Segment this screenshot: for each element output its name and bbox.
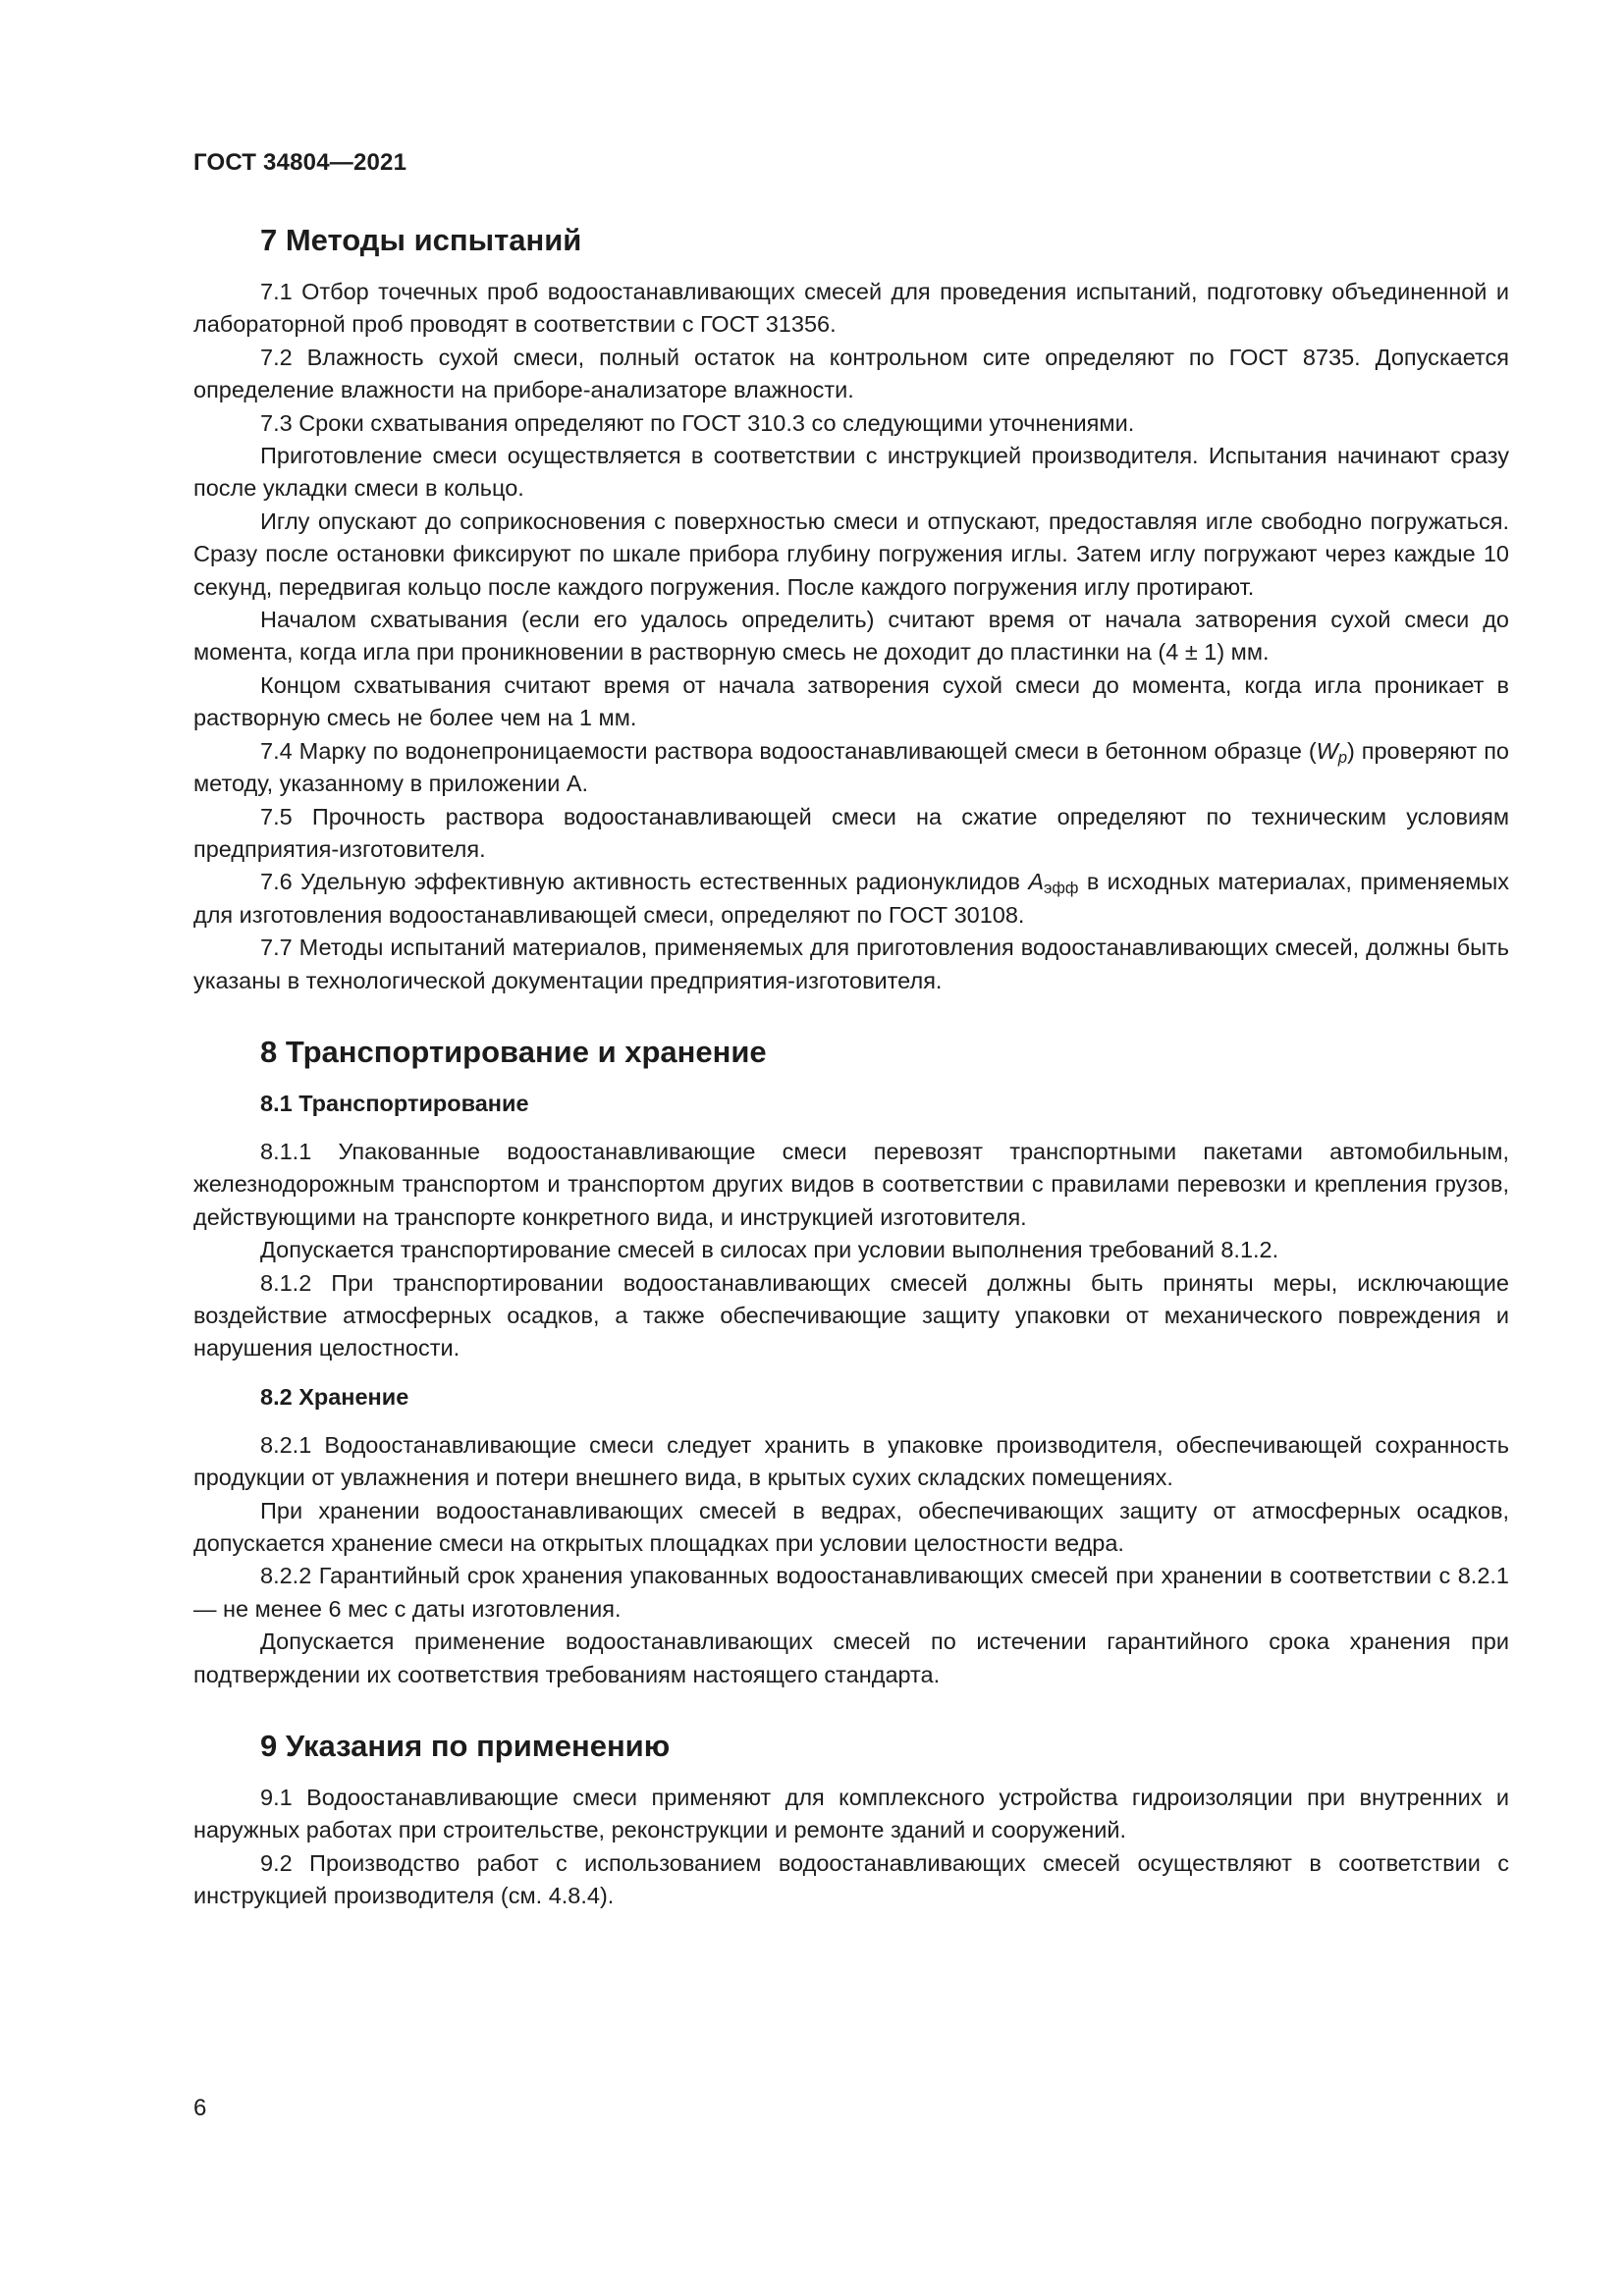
paragraph-7-5: 7.5 Прочность раствора водоостанавливающей смеси на сжатие определяют по техническим условиям предприятия-изготовителя.	[193, 803, 1509, 862]
subsection-8-2-title: 8.2 Хранение	[260, 1383, 409, 1410]
paragraph-8-1-2: 8.1.2 При транспортировании водоостанавливающих смесей должны быть приняты меры, исключающие воздействие атмосферных осадков, а также обеспечивающие защиту упаковки от механического повреждения и нарушения целостности.	[193, 1269, 1509, 1362]
paragraph-7-4	[193, 735, 1509, 801]
subsection-8-1-title: 8.1 Транспортирование	[260, 1090, 529, 1116]
paragraph-7-1: 7.1 Отбор точечных проб водоостанавливающих смесей для проведения испытаний, подготовку объединенной и лабораторной проб проводят в соответствии с ГОСТ 31356.	[193, 279, 1509, 338]
symbol-a: A	[1028, 869, 1045, 895]
paragraph-7-3: 7.3 Сроки схватывания определяют по ГОСТ 310.3 со следующими уточнениями.	[260, 409, 1135, 436]
paragraph-7-3-setting-end: Концом схватывания считают время от начала затворения сухой смеси до момента, когда игла проникает в растворную смесь не более чем на 1 мм.	[193, 671, 1509, 731]
symbol-w: W	[1316, 737, 1338, 764]
paragraph-8-2-2-expired: Допускается применение водоостанавливающих смесей по истечении гарантийного срока хранения при подтверждении их соответствия требованиям настоящего стандарта.	[193, 1629, 1509, 1687]
paragraph-8-1-1-silos: Допускается транспортирование смесей в силосах при условии выполнения требований 8.1.2.	[260, 1237, 1279, 1263]
paragraph-7-3-needle: Иглу опускают до соприкосновения с поверхностью смеси и отпускают, предоставляя игле свободно погружаться. Сразу после остановки фиксируют по шкале прибора глубину погружения иглы. Затем иглу погружают через каждые 10 секунд, передвигая кольцо после каждого погружения. После каждого погружения иглу протирают.	[193, 507, 1509, 600]
paragraph-8-2-1: 8.2.1 Водоостанавливающие смеси следует хранить в упаковке производителя, обеспечивающей сохранность продукции от увлажнения и потери внешнего вида, в крытых сухих складских помещениях.	[193, 1431, 1509, 1491]
paragraph-7-6	[193, 866, 1509, 932]
symbol-w-subscript: p	[1337, 748, 1348, 767]
paragraph-7-3-preparation: Приготовление смеси осуществляется в соответствии с инструкцией производителя. Испытания начинают сразу после укладки смеси в кольцо.	[193, 443, 1509, 502]
paragraph-8-2-1-buckets: При хранении водоостанавливающих смесей в ведрах, обеспечивающих защиту от атмосферных осадков, допускается хранение смеси на открытых площадках при условии целостности ведра.	[193, 1497, 1509, 1556]
paragraph-7-2: 7.2 Влажность сухой смеси, полный остаток на контрольном сите определяют по ГОСТ 8735. Допускается определение влажности на приборе-анализаторе влажности.	[193, 344, 1509, 403]
page-number: 6	[193, 2095, 207, 2121]
symbol-a-subscript: эфф	[1044, 880, 1079, 898]
paragraph-7-3-setting-start: Началом схватывания (если его удалось определить) считают время от начала затворения сухой смеси до момента, когда игла при проникновении в растворную смесь не доходит до пластинки на (4 ± 1) мм.	[193, 607, 1509, 666]
document-header: ГОСТ 34804—2021	[193, 149, 407, 176]
document-body	[193, 221, 1509, 1913]
section-8-title: 8 Транспортирование и хранение	[260, 1034, 767, 1069]
section-spacer	[193, 997, 1509, 1033]
paragraph-8-2-2: 8.2.2 Гарантийный срок хранения упакованных водоостанавливающих смесей при хранении в соответствии с 8.2.1 — не менее 6 мес с даты изготовления.	[193, 1563, 1509, 1622]
paragraph-7-7: 7.7 Методы испытаний материалов, применяемых для приготовления водоостанавливающих смесей, должны быть указаны в технологической документации предприятия-изготовителя.	[193, 934, 1509, 993]
section-9-title: 9 Указания по применению	[260, 1729, 671, 1764]
section-7-title: 7 Методы испытаний	[260, 223, 582, 257]
paragraph-7-6-text-a: 7.6 Удельную эффективную активность естественных радионуклидов	[260, 869, 1029, 895]
paragraph-8-1-1: 8.1.1 Упакованные водоостанавливающие смеси перевозят транспортными пакетами автомобильным, железнодорожным транспортом и транспортом других видов в соответствии с правилами перевозки и крепления грузов, действующими на транспорте конкретного вида, и инструкцией изготовителя.	[193, 1138, 1509, 1230]
paragraph-9-2: 9.2 Производство работ с использованием водоостанавливающих смесей осуществляют в соответствии с инструкцией производителя (см. 4.8.4).	[193, 1849, 1509, 1909]
paragraph-9-1: 9.1 Водоостанавливающие смеси применяют для комплексного устройства гидроизоляции при внутренних и наружных работах при строительстве, реконструкции и ремонте зданий и сооружений.	[193, 1785, 1509, 1843]
paragraph-7-6-text-b: в исходных материалах, применяемых для изготовления водоостанавливающей смеси, определяют по ГОСТ 30108.	[193, 869, 1509, 928]
paragraph-7-4-text-a: 7.4 Марку по водонепроницаемости раствора водоостанавливающей смеси в бетонном образце (	[260, 737, 1317, 764]
paragraph-7-4-text-b: ) проверяют по методу, указанному в приложении А.	[193, 737, 1509, 797]
section-spacer	[193, 1691, 1509, 1727]
